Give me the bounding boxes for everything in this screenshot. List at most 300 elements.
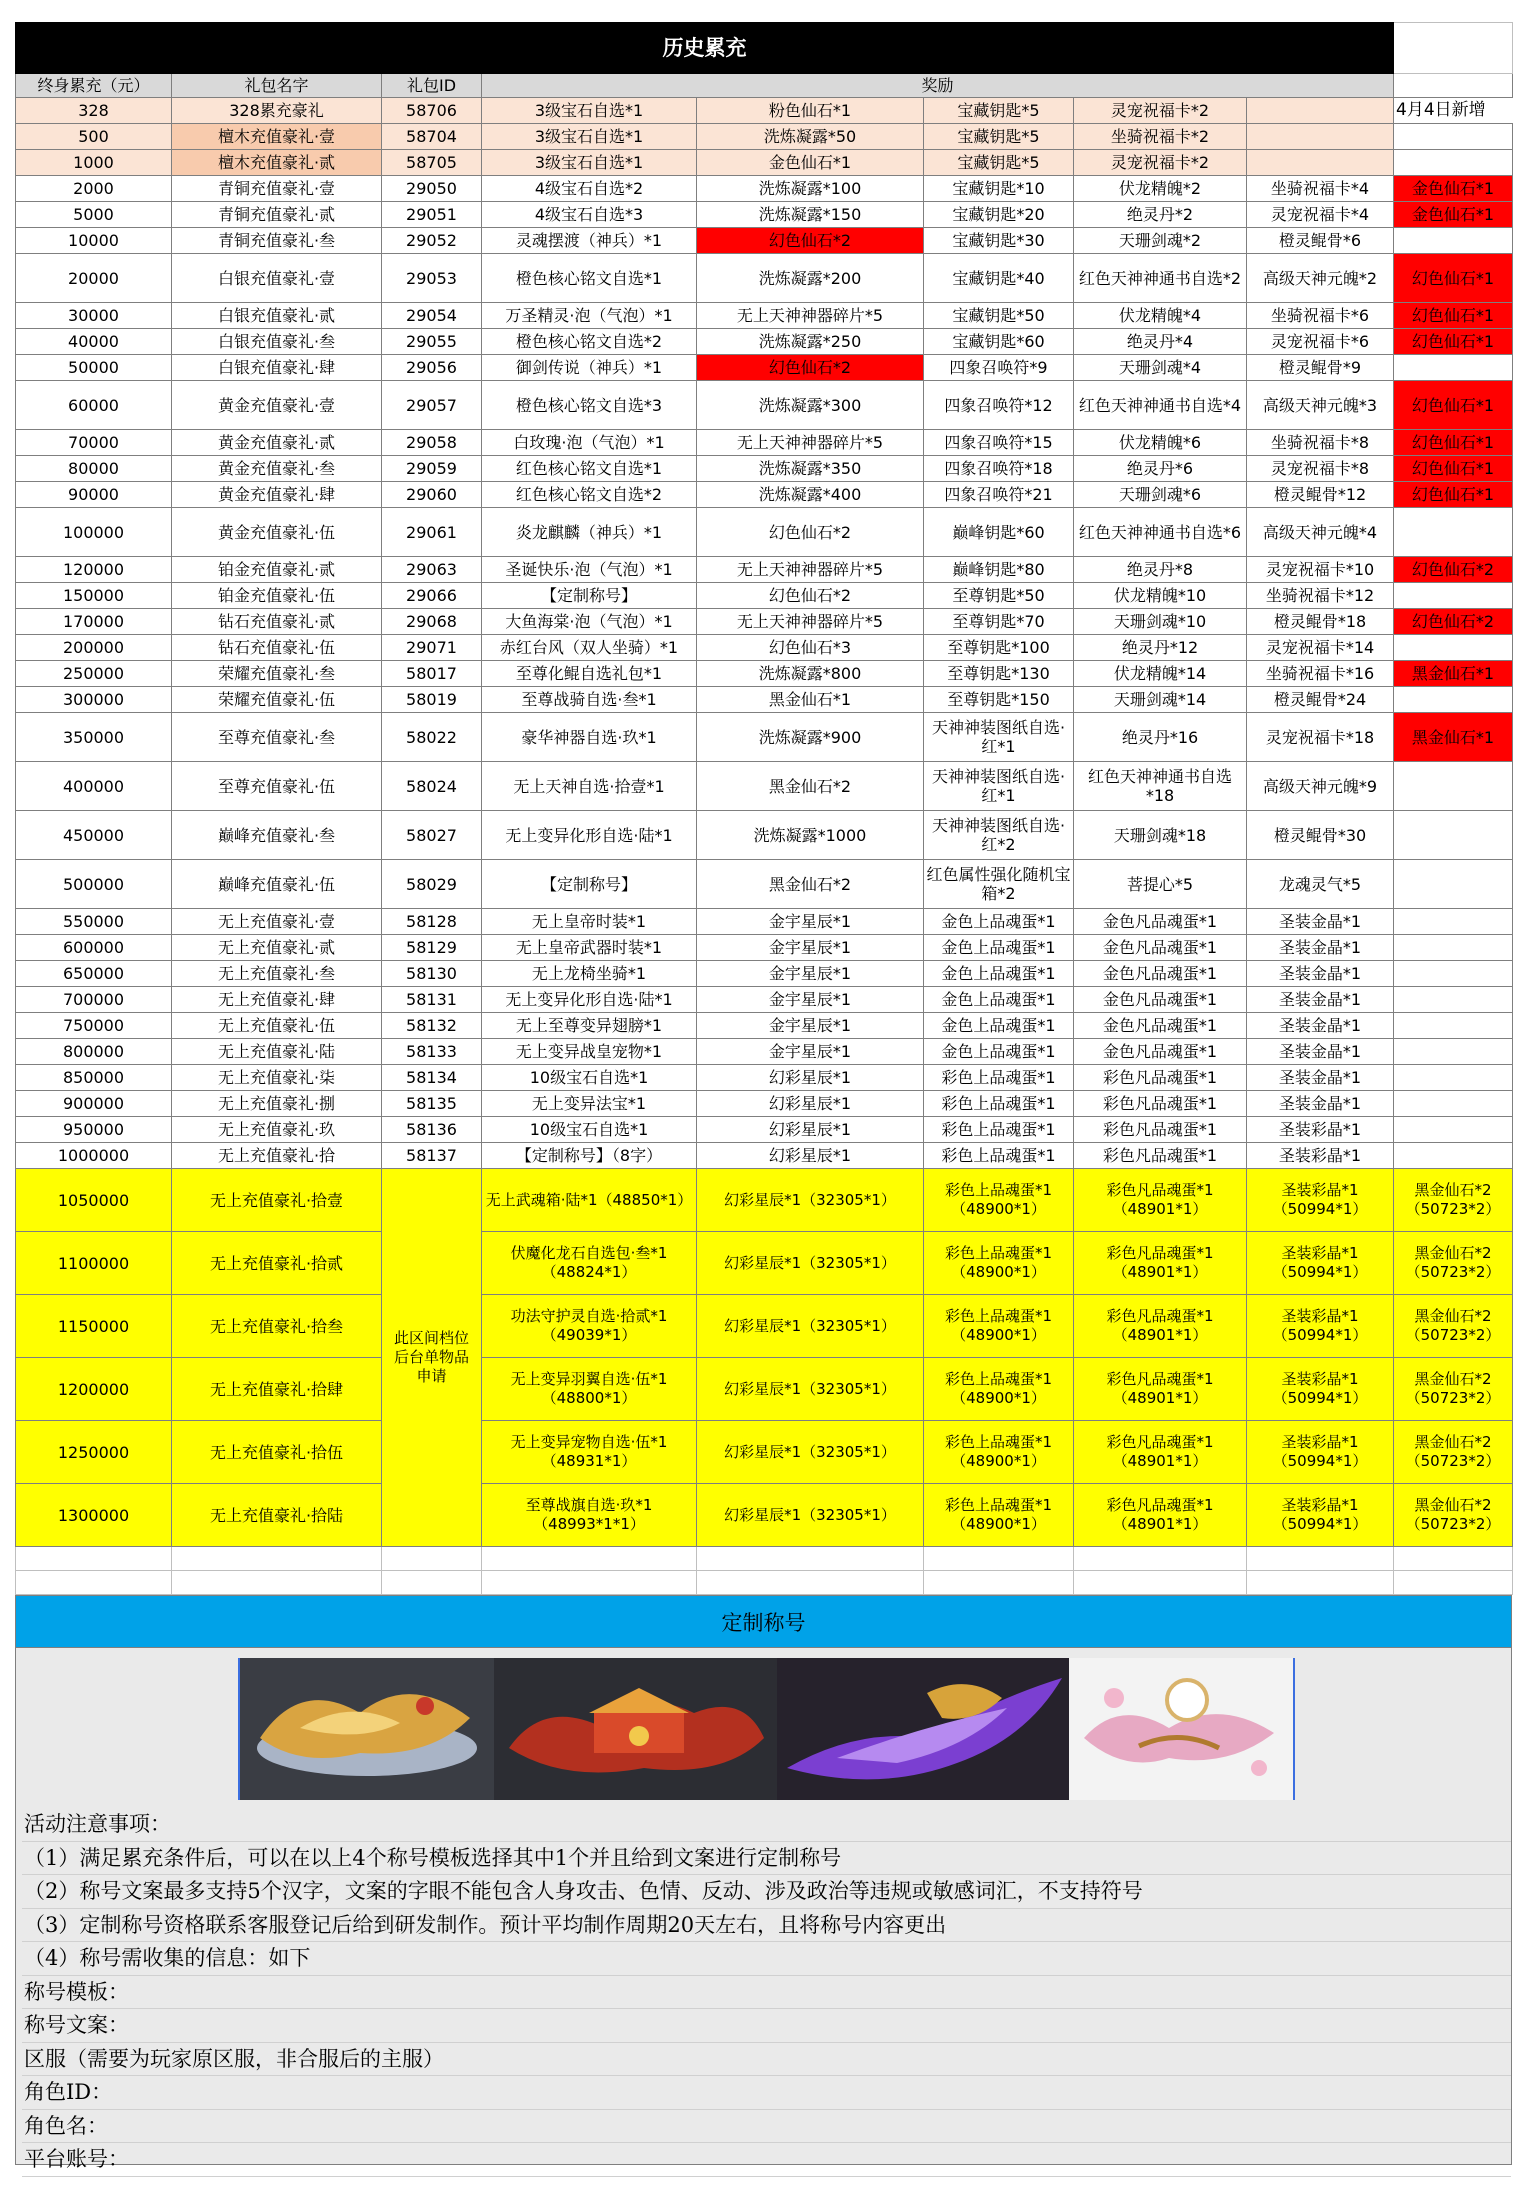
reward-cell: 幻色仙石*1 <box>1394 254 1513 303</box>
package-name-cell: 黄金充值豪礼·贰 <box>172 430 382 456</box>
reward-cell: 圣装金晶*1 <box>1247 1065 1394 1091</box>
reward-cell: 幻色仙石*2 <box>1394 557 1513 583</box>
reward-cell: 绝灵丹*16 <box>1074 713 1247 762</box>
reward-cell: 洗炼凝露*1000 <box>697 811 924 860</box>
package-id-cell: 58029 <box>382 860 482 909</box>
reward-cell: 无上皇帝武器时装*1 <box>482 935 697 961</box>
reward-cell: 幻色仙石*1 <box>1394 482 1513 508</box>
package-name-cell: 无上充值豪礼·拾肆 <box>172 1358 382 1421</box>
package-id-cell: 58706 <box>382 98 482 124</box>
table-row <box>16 303 1513 329</box>
reward-cell: 3级宝石自选*1 <box>482 150 697 176</box>
table-row <box>16 987 1513 1013</box>
amount-cell: 250000 <box>16 661 172 687</box>
reward-cell <box>1394 935 1513 961</box>
reward-cell: 绝灵丹*6 <box>1074 456 1247 482</box>
package-id-cell: 29061 <box>382 508 482 557</box>
table-row <box>16 150 1513 176</box>
reward-cell: 洗炼凝露*350 <box>697 456 924 482</box>
reward-cell: 至尊战旗自选·玖*1（48993*1*1） <box>482 1484 697 1547</box>
reward-cell <box>1394 124 1513 150</box>
note-line: （2）称号文案最多支持5个汉字，文案的字眼不能包含人身攻击、色情、反动、涉及政治等违规或敏感词汇，不支持符号 <box>22 1875 1511 1909</box>
reward-cell: 四象召唤符*12 <box>924 381 1074 430</box>
amount-cell: 120000 <box>16 557 172 583</box>
sheet-title: 历史累充 <box>16 23 1394 74</box>
package-name-cell: 无上充值豪礼·拾伍 <box>172 1421 382 1484</box>
note-line: 角色名： <box>22 2110 1511 2144</box>
table-row <box>16 635 1513 661</box>
reward-cell: 幻彩星辰*1 <box>697 1065 924 1091</box>
reward-cell: 金色凡品魂蛋*1 <box>1074 1039 1247 1065</box>
reward-cell: 幻彩星辰*1 <box>697 1143 924 1169</box>
package-id-cell: 29066 <box>382 583 482 609</box>
table-row <box>16 1484 1513 1547</box>
reward-cell: 天神神装图纸自选·红*1 <box>924 762 1074 811</box>
package-name-cell: 荣耀充值豪礼·伍 <box>172 687 382 713</box>
history-recharge-sheet <box>15 22 1512 1595</box>
package-id-cell: 58705 <box>382 150 482 176</box>
reward-cell: 灵宠祝福卡*2 <box>1074 98 1247 124</box>
reward-cell: 至尊钥匙*50 <box>924 583 1074 609</box>
package-name-cell: 铂金充值豪礼·伍 <box>172 583 382 609</box>
reward-cell: 彩色凡品魂蛋*1 <box>1074 1143 1247 1169</box>
reward-cell: 至尊钥匙*150 <box>924 687 1074 713</box>
package-name-cell: 青铜充值豪礼·壹 <box>172 176 382 202</box>
reward-cell: 橙灵鲲骨*18 <box>1247 609 1394 635</box>
reward-cell: 巅峰钥匙*60 <box>924 508 1074 557</box>
package-id-cell: 58128 <box>382 909 482 935</box>
amount-cell: 200000 <box>16 635 172 661</box>
reward-cell: 红色天神神通书自选*18 <box>1074 762 1247 811</box>
reward-cell: 彩色上品魂蛋*1（48900*1） <box>924 1295 1074 1358</box>
amount-cell: 40000 <box>16 329 172 355</box>
reward-cell: 金色上品魂蛋*1 <box>924 935 1074 961</box>
reward-cell: 灵宠祝福卡*6 <box>1247 329 1394 355</box>
reward-cell: 【定制称号】 <box>482 583 697 609</box>
reward-cell: 无上变异化形自选·陆*1 <box>482 811 697 860</box>
amount-cell: 50000 <box>16 355 172 381</box>
amount-cell: 1050000 <box>16 1169 172 1232</box>
reward-cell <box>1394 1065 1513 1091</box>
reward-cell <box>1394 860 1513 909</box>
reward-cell <box>1394 762 1513 811</box>
package-name-cell: 巅峰充值豪礼·伍 <box>172 860 382 909</box>
amount-cell: 500000 <box>16 860 172 909</box>
amount-cell: 1250000 <box>16 1421 172 1484</box>
reward-cell: 红色核心铭文自选*2 <box>482 482 697 508</box>
table-row <box>16 176 1513 202</box>
package-name-cell: 白银充值豪礼·贰 <box>172 303 382 329</box>
title-template-3-image <box>777 1658 1069 1800</box>
reward-cell: 彩色凡品魂蛋*1（48901*1） <box>1074 1358 1247 1421</box>
reward-cell: 彩色凡品魂蛋*1 <box>1074 1117 1247 1143</box>
amount-cell: 600000 <box>16 935 172 961</box>
reward-cell: 无上变异战皇宠物*1 <box>482 1039 697 1065</box>
reward-cell: 宝藏钥匙*60 <box>924 329 1074 355</box>
table-row <box>16 609 1513 635</box>
reward-cell: 彩色凡品魂蛋*1（48901*1） <box>1074 1169 1247 1232</box>
package-name-cell: 黄金充值豪礼·叁 <box>172 456 382 482</box>
reward-cell: 宝藏钥匙*30 <box>924 228 1074 254</box>
reward-cell: 橙灵鲲骨*9 <box>1247 355 1394 381</box>
title-template-2-image <box>494 1658 777 1800</box>
reward-cell: 红色天神神通书自选*4 <box>1074 381 1247 430</box>
reward-cell: 圣装彩晶*1（50994*1） <box>1247 1169 1394 1232</box>
reward-cell: 灵宠祝福卡*18 <box>1247 713 1394 762</box>
reward-cell: 宝藏钥匙*10 <box>924 176 1074 202</box>
reward-cell: 金宇星辰*1 <box>697 935 924 961</box>
amount-cell: 150000 <box>16 583 172 609</box>
package-name-cell: 青铜充值豪礼·贰 <box>172 202 382 228</box>
package-name-cell: 铂金充值豪礼·贰 <box>172 557 382 583</box>
reward-cell: 灵宠祝福卡*10 <box>1247 557 1394 583</box>
reward-cell <box>1394 508 1513 557</box>
table-row <box>16 482 1513 508</box>
table-row <box>16 909 1513 935</box>
package-id-cell: 29054 <box>382 303 482 329</box>
table-row <box>16 935 1513 961</box>
package-id-cell: 29060 <box>382 482 482 508</box>
amount-cell: 650000 <box>16 961 172 987</box>
reward-cell: 圣装彩晶*1（50994*1） <box>1247 1484 1394 1547</box>
reward-cell: 红色属性强化随机宝箱*2 <box>924 860 1074 909</box>
table-row <box>16 860 1513 909</box>
reward-cell: 黑金仙石*2（50723*2） <box>1394 1295 1513 1358</box>
amount-cell: 750000 <box>16 1013 172 1039</box>
note-line: 称号模板： <box>22 1976 1511 2010</box>
package-name-cell: 黄金充值豪礼·肆 <box>172 482 382 508</box>
amount-cell: 2000 <box>16 176 172 202</box>
reward-cell: 幻色仙石*1 <box>1394 381 1513 430</box>
custom-title-header: 定制称号 <box>16 1596 1511 1648</box>
package-id-cell: 29063 <box>382 557 482 583</box>
new-added-note: 4月4日新增 <box>1396 100 1486 120</box>
reward-cell: 灵宠祝福卡*2 <box>1074 150 1247 176</box>
reward-cell: 黑金仙石*2（50723*2） <box>1394 1484 1513 1547</box>
reward-cell: 【定制称号】（8字） <box>482 1143 697 1169</box>
reward-cell: 伏龙精魄*6 <box>1074 430 1247 456</box>
reward-cell: 粉色仙石*1 <box>697 98 924 124</box>
reward-cell: 金色仙石*1 <box>1394 202 1513 228</box>
reward-cell: 高级天神元魄*4 <box>1247 508 1394 557</box>
reward-cell: 灵宠祝福卡*4 <box>1247 202 1394 228</box>
header-reward: 奖励 <box>482 74 1394 98</box>
reward-cell: 金色上品魂蛋*1 <box>924 909 1074 935</box>
package-id-cell: 29071 <box>382 635 482 661</box>
reward-cell: 无上变异法宝*1 <box>482 1091 697 1117</box>
reward-cell: 豪华神器自选·玖*1 <box>482 713 697 762</box>
reward-cell: 彩色凡品魂蛋*1 <box>1074 1091 1247 1117</box>
reward-cell: 幻彩星辰*1（32305*1） <box>697 1484 924 1547</box>
reward-cell: 红色核心铭文自选*1 <box>482 456 697 482</box>
table-row <box>16 254 1513 303</box>
reward-cell: 宝藏钥匙*5 <box>924 124 1074 150</box>
package-id-cell: 29057 <box>382 381 482 430</box>
id-range-note: 此区间档位后台单物品申请 <box>382 1169 482 1547</box>
reward-cell: 圣装金晶*1 <box>1247 987 1394 1013</box>
reward-cell: 坐骑祝福卡*8 <box>1247 430 1394 456</box>
reward-cell <box>1394 961 1513 987</box>
table-row <box>16 1091 1513 1117</box>
title-template-4-image <box>1069 1658 1293 1800</box>
reward-cell: 金色上品魂蛋*1 <box>924 987 1074 1013</box>
package-name-cell: 无上充值豪礼·肆 <box>172 987 382 1013</box>
reward-cell: 幻彩星辰*1（32305*1） <box>697 1295 924 1358</box>
package-name-cell: 黄金充值豪礼·伍 <box>172 508 382 557</box>
reward-cell: 无上变异化形自选·陆*1 <box>482 987 697 1013</box>
package-name-cell: 无上充值豪礼·拾叁 <box>172 1295 382 1358</box>
reward-cell: 圣诞快乐·泡（气泡）*1 <box>482 557 697 583</box>
reward-cell: 金色仙石*1 <box>1394 176 1513 202</box>
reward-cell: 无上天神神器碎片*5 <box>697 609 924 635</box>
reward-cell: 伏龙精魄*14 <box>1074 661 1247 687</box>
reward-cell: 宝藏钥匙*20 <box>924 202 1074 228</box>
title-template-gallery <box>238 1658 1295 1800</box>
table-row <box>16 355 1513 381</box>
reward-cell: 无上龙椅坐骑*1 <box>482 961 697 987</box>
package-id-cell: 29068 <box>382 609 482 635</box>
package-name-cell: 无上充值豪礼·拾壹 <box>172 1169 382 1232</box>
package-id-cell: 58137 <box>382 1143 482 1169</box>
package-name-cell: 无上充值豪礼·玖 <box>172 1117 382 1143</box>
amount-cell: 800000 <box>16 1039 172 1065</box>
reward-cell: 3级宝石自选*1 <box>482 124 697 150</box>
reward-cell <box>1394 909 1513 935</box>
reward-cell: 无上武魂箱·陆*1（48850*1） <box>482 1169 697 1232</box>
reward-cell: 金色凡品魂蛋*1 <box>1074 961 1247 987</box>
table-row <box>16 1013 1513 1039</box>
reward-cell: 10级宝石自选*1 <box>482 1065 697 1091</box>
reward-cell: 金色凡品魂蛋*1 <box>1074 909 1247 935</box>
reward-cell: 圣装彩晶*1（50994*1） <box>1247 1295 1394 1358</box>
package-name-cell: 无上充值豪礼·柒 <box>172 1065 382 1091</box>
amount-cell: 170000 <box>16 609 172 635</box>
reward-cell: 功法守护灵自选·拾贰*1（49039*1） <box>482 1295 697 1358</box>
table-row <box>16 713 1513 762</box>
amount-cell: 350000 <box>16 713 172 762</box>
package-name-cell: 黄金充值豪礼·壹 <box>172 381 382 430</box>
package-id-cell: 29051 <box>382 202 482 228</box>
reward-cell: 四象召唤符*15 <box>924 430 1074 456</box>
reward-cell: 绝灵丹*12 <box>1074 635 1247 661</box>
reward-cell <box>1394 228 1513 254</box>
package-name-cell: 荣耀充值豪礼·叁 <box>172 661 382 687</box>
amount-cell: 90000 <box>16 482 172 508</box>
package-id-cell: 58704 <box>382 124 482 150</box>
reward-cell: 橙灵鲲骨*30 <box>1247 811 1394 860</box>
table-row <box>16 557 1513 583</box>
package-name-cell: 至尊充值豪礼·叁 <box>172 713 382 762</box>
reward-cell: 黑金仙石*1 <box>1394 661 1513 687</box>
reward-cell: 圣装彩晶*1 <box>1247 1117 1394 1143</box>
reward-cell: 幻彩星辰*1 <box>697 1117 924 1143</box>
amount-cell: 450000 <box>16 811 172 860</box>
amount-cell: 30000 <box>16 303 172 329</box>
reward-cell <box>1394 811 1513 860</box>
amount-cell: 400000 <box>16 762 172 811</box>
reward-cell: 洗炼凝露*200 <box>697 254 924 303</box>
reward-cell <box>1394 1013 1513 1039</box>
amount-cell: 850000 <box>16 1065 172 1091</box>
reward-cell: 彩色上品魂蛋*1（48900*1） <box>924 1169 1074 1232</box>
reward-cell: 【定制称号】 <box>482 860 697 909</box>
note-line: 区服（需要为玩家原区服，非合服后的主服） <box>22 2043 1511 2077</box>
reward-cell: 无上天神神器碎片*5 <box>697 557 924 583</box>
package-id-cell: 58135 <box>382 1091 482 1117</box>
reward-cell: 幻色仙石*1 <box>1394 303 1513 329</box>
reward-cell: 灵魂摆渡（神兵）*1 <box>482 228 697 254</box>
reward-cell: 金宇星辰*1 <box>697 909 924 935</box>
reward-cell: 红色天神神通书自选*2 <box>1074 254 1247 303</box>
reward-cell: 圣装金晶*1 <box>1247 909 1394 935</box>
package-name-cell: 钻石充值豪礼·贰 <box>172 609 382 635</box>
reward-cell: 天神神装图纸自选·红*2 <box>924 811 1074 860</box>
reward-cell: 白玫瑰·泡（气泡）*1 <box>482 430 697 456</box>
reward-cell: 宝藏钥匙*5 <box>924 150 1074 176</box>
custom-title-section <box>15 1595 1512 2171</box>
reward-cell: 幻色仙石*2 <box>697 583 924 609</box>
reward-cell: 彩色上品魂蛋*1（48900*1） <box>924 1358 1074 1421</box>
reward-cell: 天珊剑魂*4 <box>1074 355 1247 381</box>
reward-cell: 彩色凡品魂蛋*1（48901*1） <box>1074 1421 1247 1484</box>
amount-cell: 950000 <box>16 1117 172 1143</box>
reward-cell: 圣装彩晶*1（50994*1） <box>1247 1232 1394 1295</box>
reward-cell: 四象召唤符*9 <box>924 355 1074 381</box>
reward-cell <box>1394 355 1513 381</box>
reward-cell: 黑金仙石*2（50723*2） <box>1394 1358 1513 1421</box>
package-name-cell: 无上充值豪礼·拾贰 <box>172 1232 382 1295</box>
table-row <box>16 430 1513 456</box>
reward-cell: 4级宝石自选*2 <box>482 176 697 202</box>
package-name-cell: 白银充值豪礼·肆 <box>172 355 382 381</box>
reward-cell: 黑金仙石*1 <box>697 687 924 713</box>
reward-cell: 坐骑祝福卡*12 <box>1247 583 1394 609</box>
reward-cell: 橙色核心铭文自选*1 <box>482 254 697 303</box>
table-row <box>16 811 1513 860</box>
table-row <box>16 124 1513 150</box>
table-row <box>16 762 1513 811</box>
blank-row <box>16 1547 1513 1571</box>
reward-cell: 无上天神神器碎片*5 <box>697 430 924 456</box>
reward-cell: 圣装金晶*1 <box>1247 1013 1394 1039</box>
package-id-cell: 29052 <box>382 228 482 254</box>
reward-cell: 彩色上品魂蛋*1 <box>924 1065 1074 1091</box>
package-id-cell: 58132 <box>382 1013 482 1039</box>
reward-cell: 高级天神元魄*3 <box>1247 381 1394 430</box>
reward-cell: 无上变异宠物自选·伍*1（48931*1） <box>482 1421 697 1484</box>
reward-cell: 幻彩星辰*1（32305*1） <box>697 1232 924 1295</box>
reward-cell <box>1394 583 1513 609</box>
note-line: （4）称号需收集的信息：如下 <box>22 1942 1511 1976</box>
note-line: 称号文案： <box>22 2009 1511 2043</box>
reward-cell: 圣装金晶*1 <box>1247 935 1394 961</box>
reward-cell: 至尊化鲲自选礼包*1 <box>482 661 697 687</box>
note-line: 平台账号： <box>22 2143 1511 2177</box>
reward-cell: 橙灵鲲骨*6 <box>1247 228 1394 254</box>
reward-cell: 赤红台风（双人坐骑）*1 <box>482 635 697 661</box>
reward-cell: 菩提心*5 <box>1074 860 1247 909</box>
amount-cell: 1100000 <box>16 1232 172 1295</box>
reward-cell <box>1394 1039 1513 1065</box>
table-row <box>16 1232 1513 1295</box>
reward-cell: 金宇星辰*1 <box>697 1039 924 1065</box>
reward-cell: 天神神装图纸自选·红*1 <box>924 713 1074 762</box>
header-id: 礼包ID <box>382 74 482 98</box>
table-row <box>16 1143 1513 1169</box>
table-row <box>16 1065 1513 1091</box>
table-row <box>16 961 1513 987</box>
reward-cell: 黑金仙石*2 <box>697 860 924 909</box>
reward-cell: 宝藏钥匙*50 <box>924 303 1074 329</box>
reward-cell: 彩色凡品魂蛋*1（48901*1） <box>1074 1295 1247 1358</box>
reward-cell: 灵宠祝福卡*14 <box>1247 635 1394 661</box>
reward-cell <box>1394 1117 1513 1143</box>
reward-cell: 幻色仙石*2 <box>697 355 924 381</box>
reward-cell: 天珊剑魂*6 <box>1074 482 1247 508</box>
reward-cell: 高级天神元魄*9 <box>1247 762 1394 811</box>
reward-cell: 洗炼凝露*150 <box>697 202 924 228</box>
table-row <box>16 202 1513 228</box>
reward-cell <box>1394 987 1513 1013</box>
package-name-cell: 无上充值豪礼·贰 <box>172 935 382 961</box>
reward-cell: 洗炼凝露*250 <box>697 329 924 355</box>
reward-cell: 大鱼海棠·泡（气泡）*1 <box>482 609 697 635</box>
reward-cell: 洗炼凝露*900 <box>697 713 924 762</box>
reward-cell: 橙色核心铭文自选*3 <box>482 381 697 430</box>
recharge-table <box>15 22 1513 1595</box>
reward-cell <box>1394 1091 1513 1117</box>
amount-cell: 5000 <box>16 202 172 228</box>
reward-cell: 彩色凡品魂蛋*1 <box>1074 1065 1247 1091</box>
reward-cell: 彩色上品魂蛋*1（48900*1） <box>924 1232 1074 1295</box>
table-row <box>16 1169 1513 1232</box>
reward-cell: 天珊剑魂*18 <box>1074 811 1247 860</box>
reward-cell: 橙灵鲲骨*12 <box>1247 482 1394 508</box>
reward-cell: 金色凡品魂蛋*1 <box>1074 1013 1247 1039</box>
reward-cell: 至尊钥匙*100 <box>924 635 1074 661</box>
reward-cell: 无上变异羽翼自选·伍*1（48800*1） <box>482 1358 697 1421</box>
package-name-cell: 无上充值豪礼·拾陆 <box>172 1484 382 1547</box>
reward-cell: 巅峰钥匙*80 <box>924 557 1074 583</box>
package-id-cell: 29059 <box>382 456 482 482</box>
reward-cell: 金宇星辰*1 <box>697 987 924 1013</box>
reward-cell: 洗炼凝露*400 <box>697 482 924 508</box>
reward-cell: 幻色仙石*3 <box>697 635 924 661</box>
reward-cell: 洗炼凝露*300 <box>697 381 924 430</box>
package-name-cell: 无上充值豪礼·拾 <box>172 1143 382 1169</box>
reward-cell: 3级宝石自选*1 <box>482 98 697 124</box>
reward-cell: 灵宠祝福卡*8 <box>1247 456 1394 482</box>
reward-cell: 至尊战骑自选·叁*1 <box>482 687 697 713</box>
package-id-cell: 29056 <box>382 355 482 381</box>
package-id-cell: 29058 <box>382 430 482 456</box>
reward-cell: 洗炼凝露*800 <box>697 661 924 687</box>
table-row <box>16 381 1513 430</box>
amount-cell: 10000 <box>16 228 172 254</box>
package-id-cell: 29050 <box>382 176 482 202</box>
table-row <box>16 1421 1513 1484</box>
reward-cell: 万圣精灵·泡（气泡）*1 <box>482 303 697 329</box>
reward-cell: 幻彩星辰*1（32305*1） <box>697 1421 924 1484</box>
reward-cell: 金色上品魂蛋*1 <box>924 1039 1074 1065</box>
reward-cell: 无上皇帝时装*1 <box>482 909 697 935</box>
table-row <box>16 228 1513 254</box>
reward-cell: 无上至尊变异翅膀*1 <box>482 1013 697 1039</box>
table-row <box>16 508 1513 557</box>
reward-cell: 圣装彩晶*1（50994*1） <box>1247 1421 1394 1484</box>
reward-cell: 黑金仙石*2（50723*2） <box>1394 1421 1513 1484</box>
package-id-cell: 58017 <box>382 661 482 687</box>
